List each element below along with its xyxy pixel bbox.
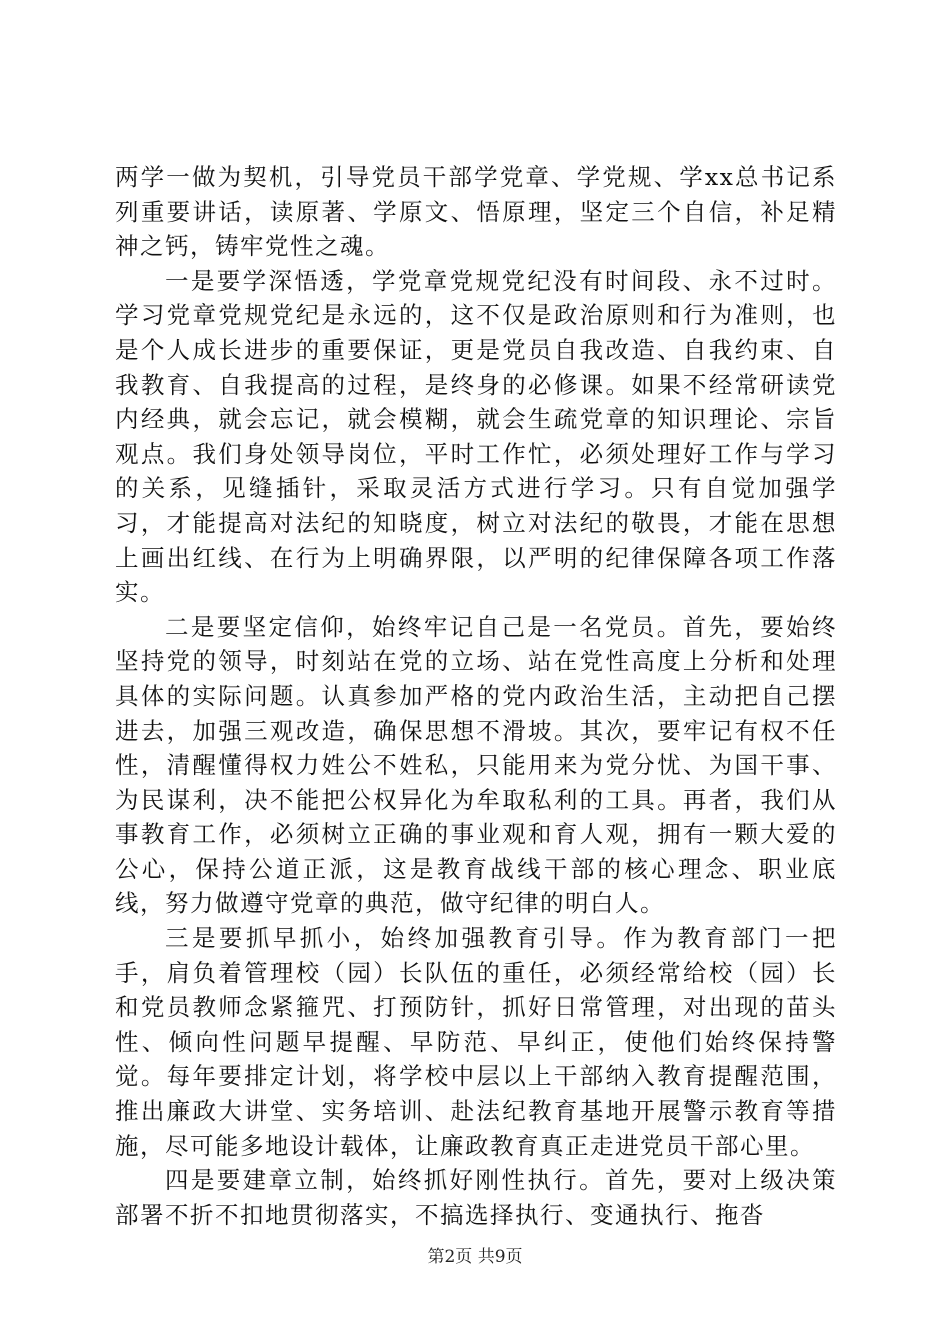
document-body <box>115 160 837 1232</box>
paragraph-point-three: 三是要抓早抓小，始终加强教育引导。作为教育部门一把手，肩负着管理校（园）长队伍的重任，必须经常给校（园）长和党员教师念紧箍咒、打预防针，抓好日常管理，对出现的苗头性、倾向性问题早提醒、早防范、早纠正，使他们始终保持警觉。每年要排定计划，将学校中层以上干部纳入教育提醒范围，推出廉政大讲堂、实务培训、赴法纪教育基地开展警示教育等措施，尽可能多地设计载体，让廉政教育真正走进党员干部心里。 <box>115 924 837 1160</box>
paragraph-continuation: 两学一做为契机，引导党员干部学党章、学党规、学xx总书记系列重要讲话，读原著、学原文、悟原理，坚定三个自信，补足精神之钙，铸牢党性之魂。 <box>115 163 837 261</box>
paragraph-point-four: 四是要建章立制，始终抓好刚性执行。首先，要对上级决策部署不折不扣地贯彻落实，不搞选择执行、变通执行、拖沓 <box>115 1166 837 1229</box>
paragraph-point-one: 一是要学深悟透，学党章党规党纪没有时间段、永不过时。学习党章党规党纪是永远的，这不仅是政治原则和行为准则，也是个人成长进步的重要保证，更是党员自我改造、自我约束、自我教育、自我提高的过程，是终身的必修课。如果不经常研读党内经典，就会忘记，就会模糊，就会生疏党章的知识理论、宗旨观点。我们身处领导岗位，平时工作忙，必须处理好工作与学习的关系，见缝插针，采取灵活方式进行学习。只有自觉加强学习，才能提高对法纪的知晓度，树立对法纪的敬畏，才能在思想上画出红线、在行为上明确界限，以严明的纪律保障各项工作落实。 <box>115 266 837 607</box>
page-number-label: 第2页 共9页 <box>427 1247 523 1267</box>
paragraph-point-two: 二是要坚定信仰，始终牢记自己是一名党员。首先，要始终坚持党的领导，时刻站在党的立场、站在党性高度上分析和处理具体的实际问题。认真参加严格的党内政治生活，主动把自己摆进去，加强三观改造，确保思想不滑坡。其次，要牢记有权不任性，清醒懂得权力姓公不姓私，只能用来为党分忧、为国干事、为民谋利，决不能把公权异化为牟取私利的工具。再者，我们从事教育工作，必须树立正确的事业观和育人观，拥有一颗大爱的公心，保持公道正派，这是教育战线干部的核心理念、职业底线，努力做遵守党章的典范，做守纪律的明白人。 <box>115 612 837 918</box>
page-footer <box>0 1242 950 1267</box>
